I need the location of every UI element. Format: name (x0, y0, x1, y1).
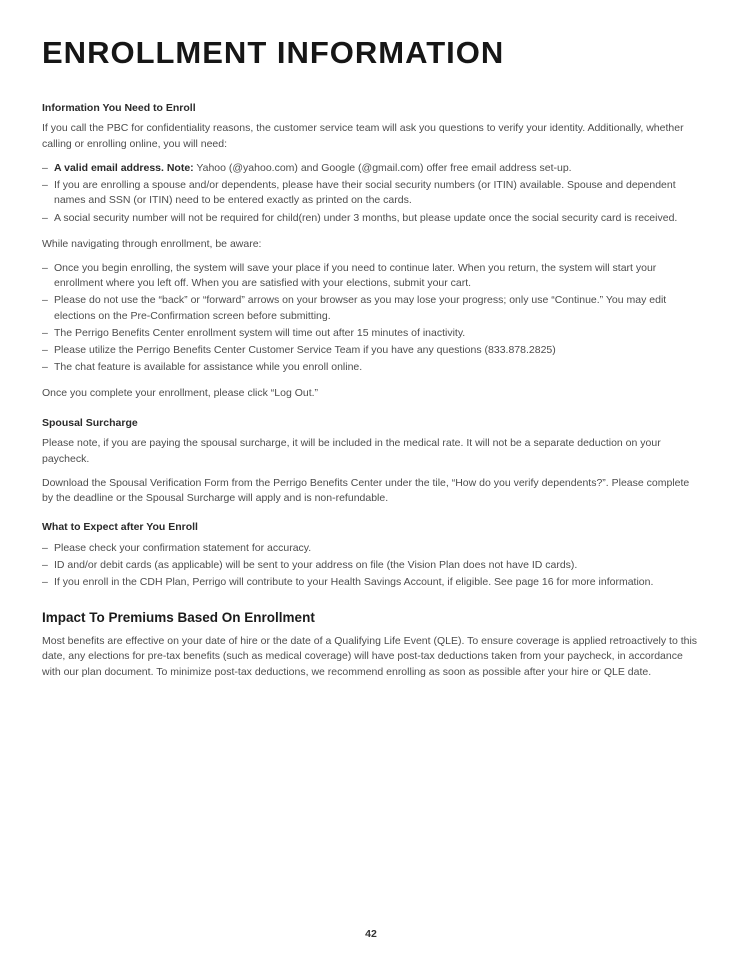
bullet-marker: – (42, 326, 48, 339)
bullet-item (42, 343, 700, 358)
bullet-list-what-to-expect (42, 541, 700, 591)
bullet-item (42, 541, 700, 556)
bullet-text: If you enroll in the CDH Plan, Perrigo will contribute to your Health Savings Account, if eligible. See page 16 for more information. (54, 576, 654, 589)
bullet-text: The Perrigo Benefits Center enrollment system will time out after 15 minutes of inactivity. (54, 326, 466, 339)
bullet-item (42, 293, 700, 323)
bullet-marker: – (42, 211, 48, 224)
bullet-item (42, 178, 700, 208)
paragraph-impact-premiums: Most benefits are effective on your date of hire or the date of a Qualifying Life Event (QLE). To ensure coverage is applied retroactively to this date, any elections for pre-tax benefits (such as medical coverage) will have post-tax deductions taken from your paycheck, in accordance with our plan document. To minimize post-tax deductions, we recommend enrolling as soon as possible after your hire or QLE date. (42, 635, 698, 678)
bullet-text: The chat feature is available for assistance while you enroll online. (54, 361, 363, 374)
section-heading-impact-premiums: Impact To Premiums Based On Enrollment (42, 609, 315, 625)
bullet-text: Once you begin enrolling, the system will save your place if you need to continue later. When you return, the system will start your enrollment where you left off. When you are satisfied with your elections, submit your cart. (54, 261, 657, 290)
bullet-text (54, 161, 700, 176)
bullet-item (42, 261, 700, 291)
bullet-item (42, 558, 700, 573)
bullet-text: Please utilize the Perrigo Benefits Center Customer Service Team if you have any questions (833.878.2825) (54, 344, 556, 357)
section-heading-what-to-expect: What to Expect after You Enroll (42, 521, 198, 534)
paragraph-spousal-form: Download the Spousal Verification Form from the Perrigo Benefits Center under the tile, “How do you verify dependents?”. Please complete by the deadline or the Spousal Surcharge will apply and is non-refundable. (42, 476, 690, 505)
bullet-text: ID and/or debit cards (as applicable) will be sent to your address on file (the Vision Plan does not have ID cards). (54, 559, 578, 572)
bullet-marker: – (42, 161, 48, 174)
bullet-marker: – (42, 294, 48, 307)
bullet-text: A social security number will not be required for child(ren) under 3 months, but please update once the social security card is received. (54, 211, 678, 224)
bullet-item (42, 360, 700, 375)
bullet-marker: – (42, 261, 48, 274)
bullet-text: Please check your confirmation statement for accuracy. (54, 541, 312, 554)
bullet-list-enroll-needs (42, 161, 700, 226)
bullet-marker: – (42, 576, 48, 589)
bullet-bold-lead: A valid email address. Note: (54, 161, 194, 174)
bullet-item (42, 326, 700, 341)
bullet-item (42, 211, 700, 226)
paragraph-navigating-intro: While navigating through enrollment, be aware: (42, 237, 262, 250)
bullet-list-navigating (42, 261, 700, 376)
bullet-text: If you are enrolling a spouse and/or dependents, please have their social security numbers (or ITIN) available. Spouse and dependent names and SSN (or ITIN) need to be entered exactly as printed on the cards. (54, 179, 676, 207)
paragraph-enroll-intro: If you call the PBC for confidentiality reasons, the customer service team will ask you questions to verify your identity. Additionally, whether calling or enrolling online, you will need: (42, 122, 684, 150)
bullet-rest: Yahoo (@yahoo.com) and Google (@gmail.com) offer free email address set-up. (193, 161, 572, 174)
bullet-marker: – (42, 541, 48, 554)
bullet-text: Please do not use the “back” or “forward” arrows on your browser as you may lose your progress; only use “Continue.” You may edit elections on the Pre-Confirmation screen before submitting. (54, 294, 667, 322)
bullet-item (42, 575, 700, 590)
page-title: ENROLLMENT INFORMATION (42, 35, 505, 70)
paragraph-logout: Once you complete your enrollment, please click “Log Out.” (42, 387, 319, 400)
page-number: 42 (365, 928, 377, 940)
section-heading-spousal-surcharge: Spousal Surcharge (42, 416, 138, 429)
bullet-item (42, 161, 700, 176)
bullet-marker: – (42, 559, 48, 572)
section-heading-information-you-need: Information You Need to Enroll (42, 101, 196, 114)
bullet-marker: – (42, 179, 48, 192)
bullet-marker: – (42, 344, 48, 357)
bullet-marker: – (42, 361, 48, 374)
paragraph-spousal-rate: Please note, if you are paying the spousal surcharge, it will be included in the medical rate. It will not be a separate deduction on your paycheck. (42, 437, 661, 465)
